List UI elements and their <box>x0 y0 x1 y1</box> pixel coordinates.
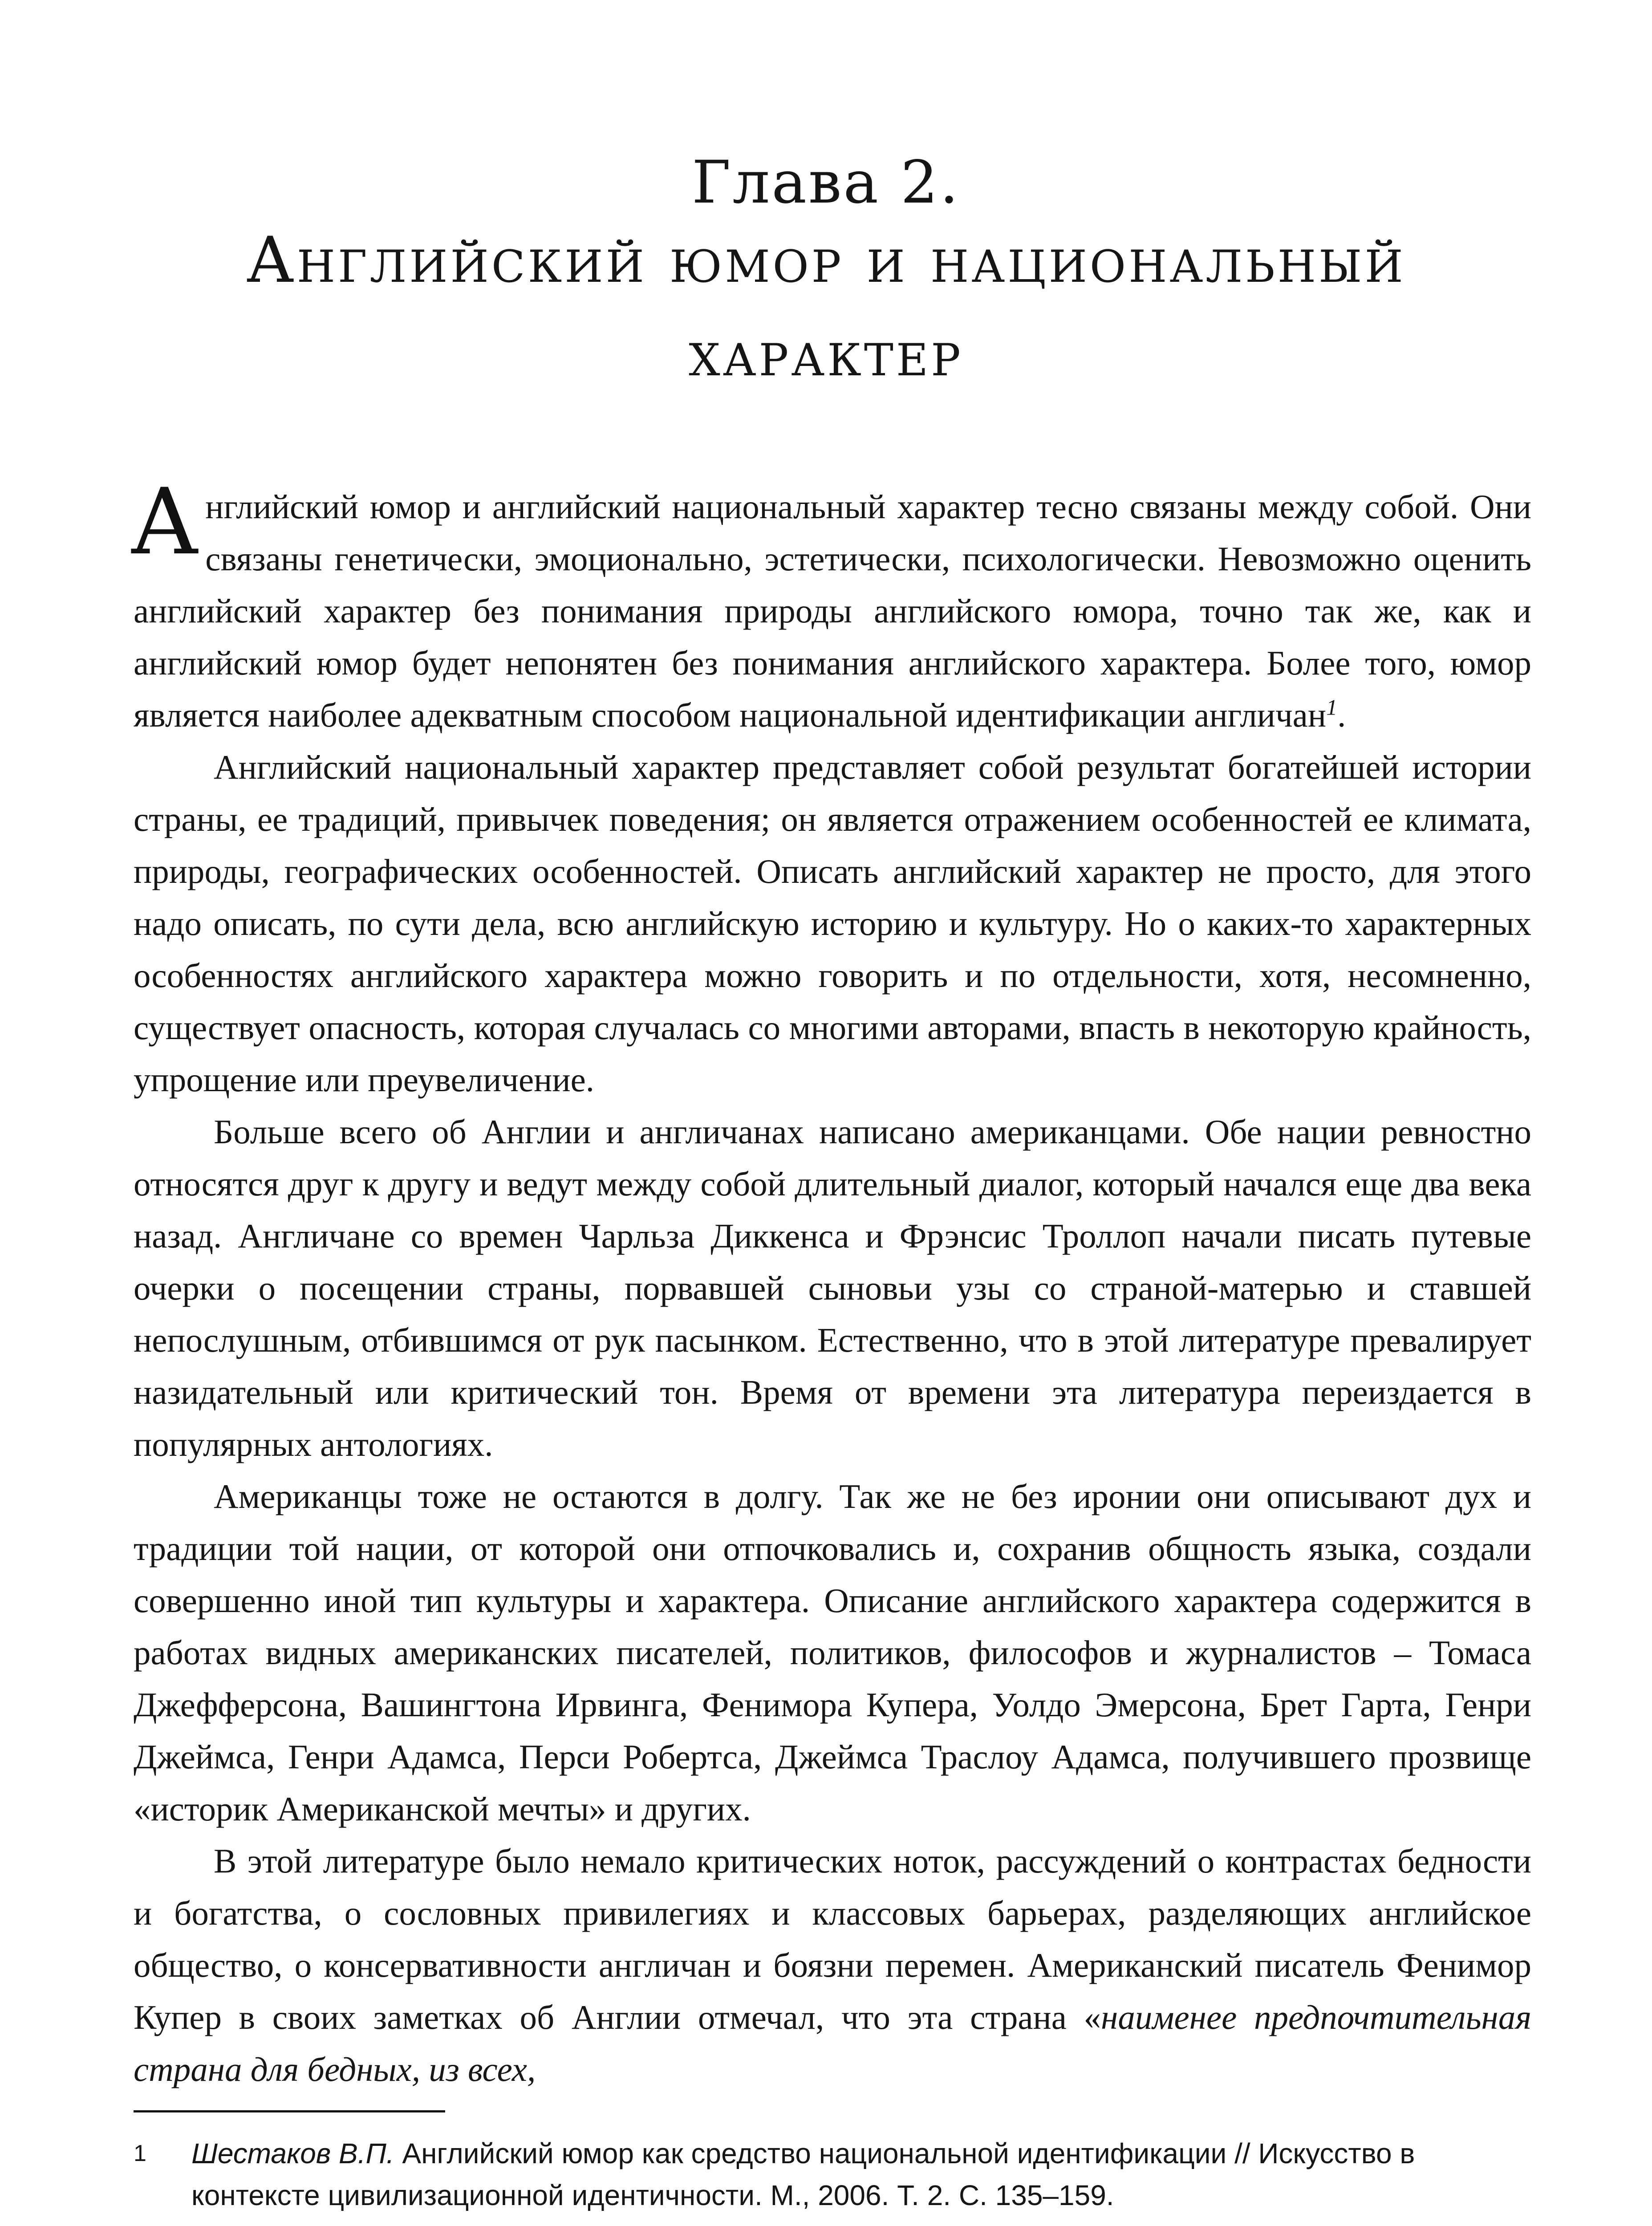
chapter-title <box>134 214 1518 401</box>
footnote <box>134 2133 1531 2216</box>
paragraph-3: Больше всего об Англии и англичанах написано американцами. Обе нации ревностно относятся друг к другу и ведут между собой длительный диалог, который начался еще два века назад. Англичане со времен Чарльза Диккенса и Фрэнсис Троллоп начали писать путевые очерки о посещении страны, порвавшей сыновьи узы со страной-матерью и ставшей непослушным, отбившимся от рук пасынком. Естественно, что в этой литературе превалирует назидательный или критический тон. Время от времени эта литература переиздается в популярных антологиях. <box>134 1113 1531 1463</box>
footnote-text <box>191 2133 1531 2216</box>
paragraph-1-end: . <box>1337 696 1346 734</box>
paragraph-5-text: В этой литературе было немало критических ноток, рассуждений о контрастах бедности и богатства, о сословных привилегиях и классовых барьерах, разделяющих английское общество, о консервативности англичан и боязни перемен. Американский писатель Фенимор Купер в своих заметках об Англии отмечал, что эта страна « <box>134 1842 1531 2036</box>
paragraph-4: Американцы тоже не остаются в долгу. Так же не без иронии они описывают дух и традиции той нации, от которой они отпочковались и, сохранив общность языка, создали совершенно иной тип культуры и характера. Описание английского характера содержится в работах видных американских писателей, политиков, философов и журналистов – Томаса Джефферсона, Вашингтона Ирвинга, Фенимора Купера, Уолдо Эмерсона, Брет Гарта, Генри Джеймса, Генри Адамса, Перси Робертса, Джеймса Траслоу Адамса, получившего прозвище «историк Американской мечты» и других. <box>134 1477 1531 1828</box>
footnote-reference[interactable]: 1 <box>1326 695 1338 720</box>
chapter-body <box>130 469 1531 2096</box>
chapter-title-line-1: Английский юмор и национальный <box>246 223 1406 297</box>
paragraph-2: Английский национальный характер представляет собой результат богатейшей истории страны, ее традиций, привычек поведения; он является отражением особенностей ее климата, природы, географических особенностей. Описать английский характер не просто, для этого надо описать, по сути дела, всю английскую историю и культуру. Но о каких-то характерных особенностях английского характера можно говорить и по отдельности, хотя, несомненно, существует опасность, которая случалась со многими авторами, впасть в некоторую крайность, упрощение или преувеличение. <box>134 748 1531 1099</box>
paragraph-1-text: нглийский юмор и английский национальный характер тесно связаны между собой. Они связаны генетически, эмоционально, эстетически, психологически. Невозможно оценить английский характер без понимания природы английского юмора, точно так же, как и английский юмор будет непонятен без понимания английского характера. Более того, юмор является наиболее адекватным способом национальной идентификации англичан <box>134 487 1531 734</box>
footnote-number: 1 <box>134 2141 146 2166</box>
paragraph-5 <box>134 1835 1531 2096</box>
paragraph-1 <box>130 469 1531 741</box>
paragraph-5-quote: наименее предпочтительная страна для бедных, из всех, <box>134 1998 1531 2088</box>
footnote-reference-text: Английский юмор как средство национальной идентификации // Искусство в контексте цивилизационной идентичности. М., 2006. Т. 2. С. 135–159. <box>191 2137 1415 2211</box>
footnote-divider <box>134 2110 445 2112</box>
drop-cap: А <box>130 469 199 575</box>
chapter-number: Глава 2. <box>692 148 960 217</box>
chapter-title-line-2: характер <box>689 317 963 390</box>
footnote-author: Шестаков В.П. <box>191 2137 394 2169</box>
